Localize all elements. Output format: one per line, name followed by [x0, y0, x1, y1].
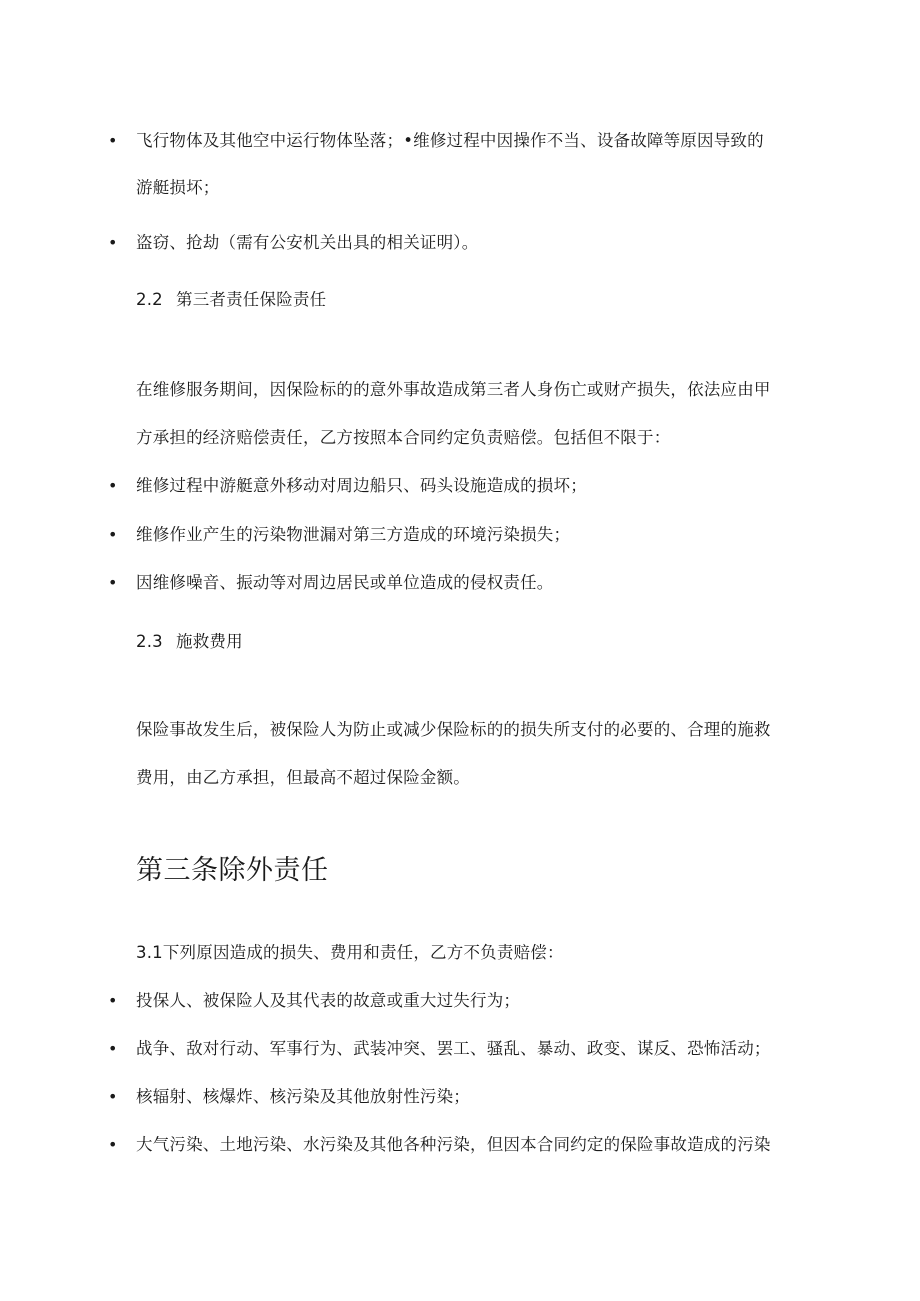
list-item-text: 飞行物体及其他空中运行物体坠落；•维修过程中因操作不当、设备故障等原因导致的: [136, 131, 764, 150]
section-heading-2-2: [136, 289, 326, 311]
list-item-text: 盗窃、抢劫（需有公安机关出具的相关证明）。: [136, 233, 479, 252]
article-heading: 第三条除外责任: [136, 855, 329, 886]
bullet: •: [108, 131, 118, 150]
list-item-text: 战争、敌对行动、军事行为、武装冲突、罢工、骚乱、暴动、政变、谋反、恐怖活动；: [136, 1039, 771, 1058]
article-intro: 3.1下列原因造成的损失、费用和责任，乙方不负责赔偿：: [136, 943, 564, 962]
list-item-text: 维修过程中游艇意外移动对周边船只、码头设施造成的损坏；: [136, 476, 587, 495]
section-heading-2-3: [136, 631, 243, 653]
section-title: 施救费用: [176, 632, 243, 651]
section-title: 第三者责任保险责任: [176, 290, 327, 309]
paragraph-line: 方承担的经济赔偿责任，乙方按照本合同约定负责赔偿。包括但不限于：: [136, 428, 671, 447]
bullet: •: [108, 1087, 118, 1106]
bullet: •: [108, 991, 118, 1010]
list-item-text: 核辐射、核爆炸、核污染及其他放射性污染；: [136, 1087, 470, 1106]
list-item-text-continuation: 游艇损坏；: [136, 178, 220, 197]
bullet: •: [108, 476, 118, 495]
section-number: 2.3: [136, 632, 163, 651]
list-item-text: 维修作业产生的污染物泄漏对第三方造成的环境污染损失；: [136, 525, 571, 544]
paragraph-line: 在维修服务期间，因保险标的的意外事故造成第三者人身伤亡或财产损失，依法应由甲: [136, 380, 771, 399]
list-item-text: 大气污染、土地污染、水污染及其他各种污染，但因本合同约定的保险事故造成的污染: [136, 1135, 771, 1154]
paragraph-line: 保险事故发生后，被保险人为防止或减少保险标的的损失所支付的必要的、合理的施救: [136, 720, 771, 739]
bullet: •: [108, 573, 118, 592]
list-item-text: 因维修噪音、振动等对周边居民或单位造成的侵权责任。: [136, 573, 554, 592]
paragraph-line: 费用，由乙方承担，但最高不超过保险金额。: [136, 768, 470, 787]
bullet: •: [108, 1039, 118, 1058]
section-number: 2.2: [136, 290, 163, 309]
list-item-text: 投保人、被保险人及其代表的故意或重大过失行为；: [136, 991, 521, 1010]
bullet: •: [108, 525, 118, 544]
bullet: •: [108, 1135, 118, 1154]
bullet: •: [108, 233, 118, 252]
